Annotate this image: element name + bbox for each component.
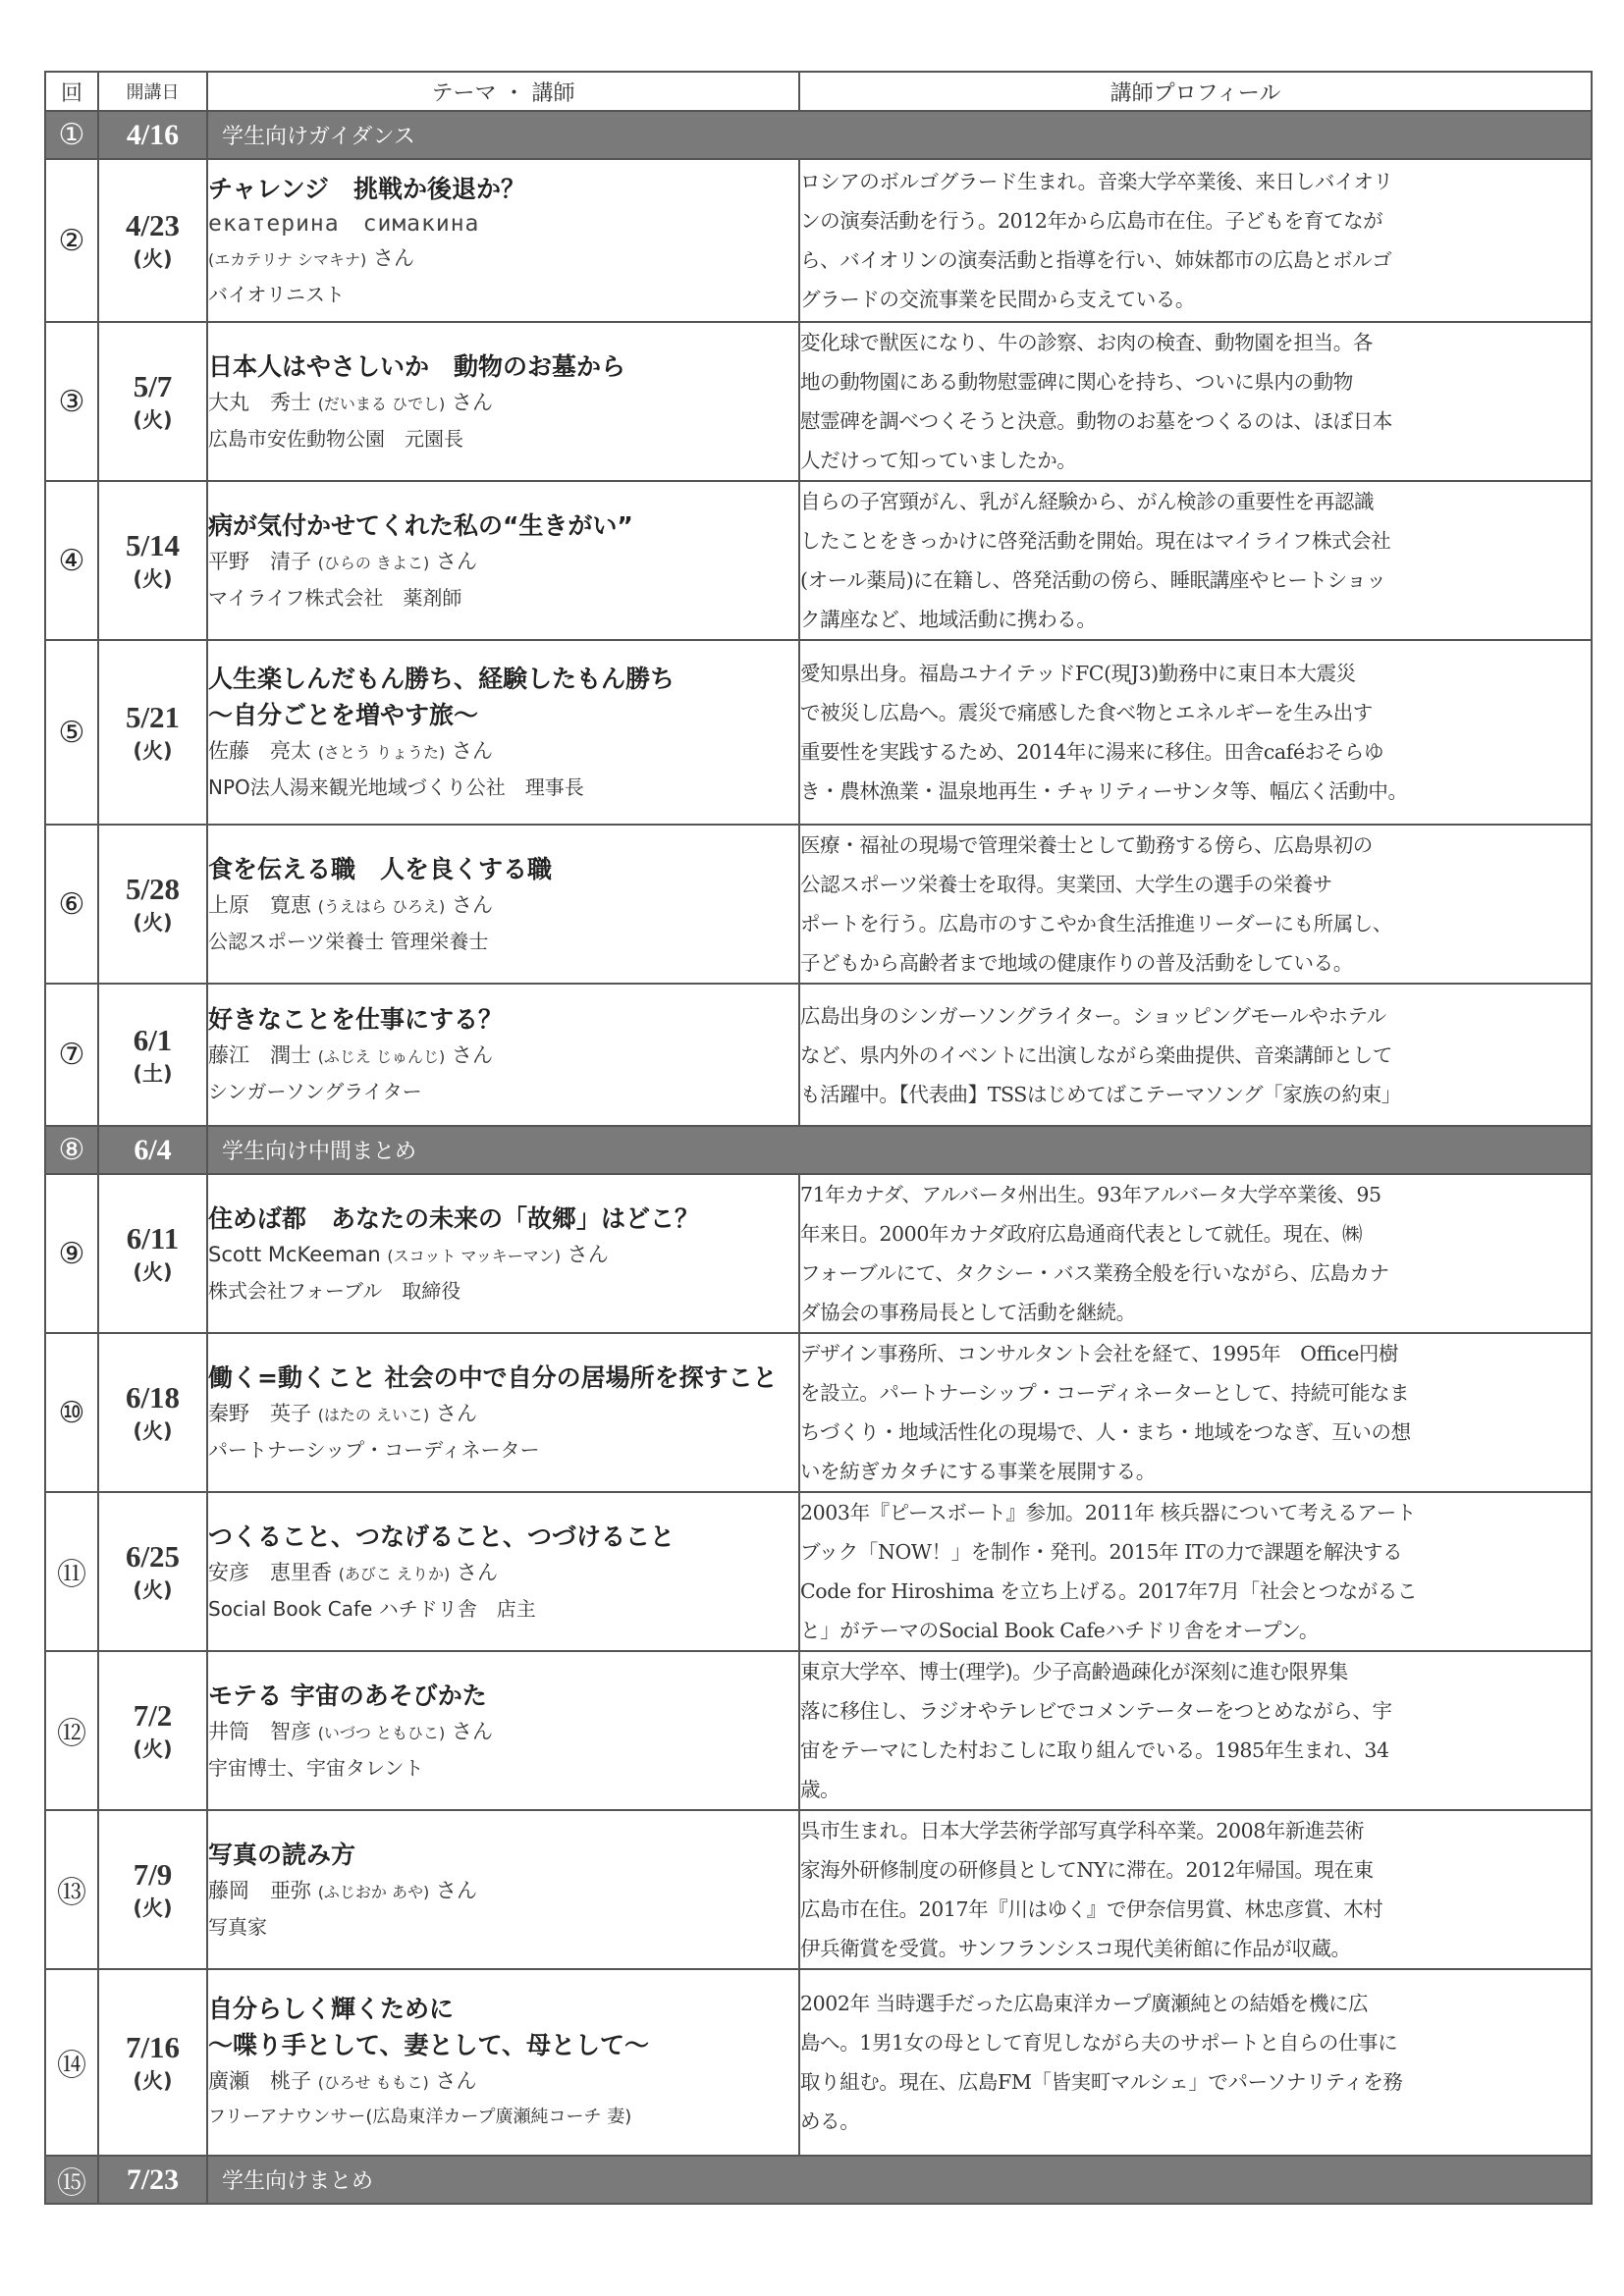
honorific: さん bbox=[451, 1043, 493, 1067]
header-date: 開講日 bbox=[98, 72, 207, 111]
lecturer-name-original: екатерина симакина bbox=[208, 210, 480, 237]
profile-line: 取り組む。現在、広島FM「皆実町マルシェ」でパーソナリティを務 bbox=[800, 2070, 1403, 2094]
profile-line: 歳。 bbox=[800, 1778, 840, 1801]
profile-line: ンの演奏活動を行う。2012年から広島市在住。子どもを育てなが bbox=[800, 209, 1383, 233]
lecture-title: 人生楽しんだもん勝ち、経験したもん勝ち bbox=[208, 665, 676, 693]
header-profile: 講師プロフィール bbox=[799, 72, 1592, 111]
session-number: ⑤ bbox=[45, 640, 98, 825]
profile-line: 家海外研修制度の研修員としてNYに滞在。2012年帰国。現在東 bbox=[800, 1858, 1374, 1882]
profile-line: フォーブルにて、タクシー・バス業務全般を行いながら、広島カナ bbox=[800, 1261, 1389, 1285]
lecturer-name-line bbox=[208, 544, 798, 581]
honorific: さん bbox=[451, 1719, 493, 1743]
lecturer-name: 安彦 恵里香 bbox=[208, 1560, 332, 1584]
session-date-cell bbox=[98, 825, 207, 984]
lecturer-affiliation: Social Book Cafe ハチドリ舎 店主 bbox=[208, 1596, 536, 1621]
session-date: 5/14 bbox=[125, 528, 181, 562]
profile-line: (オール薬局)に在籍し、啓発活動の傍ら、睡眠講座やヒートショッ bbox=[800, 568, 1386, 592]
profile-line: したことをきっかけに啓発活動を開始。現在はマイライフ株式会社 bbox=[800, 529, 1391, 553]
profile-line: 71年カナダ、アルバータ州出生。93年アルバータ大学卒業後、95 bbox=[800, 1183, 1381, 1206]
lecturer-affiliation: 広島市安佐動物公園 元園長 bbox=[208, 426, 463, 451]
profile-line: 人だけって知っていましたか。 bbox=[800, 449, 1077, 472]
theme-lecturer-cell bbox=[207, 1492, 799, 1651]
profile-line: ダ協会の事務局長として活動を継続。 bbox=[800, 1301, 1136, 1324]
summary-row bbox=[45, 111, 1592, 159]
lecturer-affiliation: フリーアナウンサー(広島東洋カープ廣瀬純コーチ 妻) bbox=[208, 2107, 632, 2127]
session-number: ⑮ bbox=[45, 2156, 98, 2204]
profile-line: 医療・福祉の現場で管理栄養士として勤務する傍ら、広島県初の bbox=[800, 833, 1373, 857]
lecturer-name: 井筒 智彦 bbox=[208, 1719, 311, 1743]
lecturer-affiliation: 株式会社フォーブル 取締役 bbox=[208, 1278, 461, 1303]
lecturer-name-reading: (ひろせ ももこ) bbox=[317, 2073, 429, 2092]
session-weekday: (火) bbox=[133, 567, 173, 591]
lecture-title: つくること、つなげること、つづけること bbox=[208, 1522, 676, 1551]
session-weekday: (火) bbox=[133, 1419, 173, 1443]
table-header-row bbox=[45, 72, 1592, 111]
session-number: ② bbox=[45, 159, 98, 322]
lecture-row bbox=[45, 481, 1592, 640]
lecturer-profile-cell bbox=[799, 481, 1592, 640]
profile-line: 東京大学卒、博士(理学)。少子高齢過疎化が深刻に進む限界集 bbox=[800, 1660, 1348, 1683]
honorific: さん bbox=[435, 1878, 477, 1902]
lecturer-name: 藤岡 亜弥 bbox=[208, 1878, 311, 1902]
lecturer-affiliation: マイライフ株式会社 薬剤師 bbox=[208, 585, 462, 610]
profile-line: 伊兵衛賞を受賞。サンフランシスコ現代美術館に作品が収蔵。 bbox=[800, 1937, 1351, 1960]
lecturer-profile-cell bbox=[799, 1969, 1592, 2156]
profile-line: 年来日。2000年カナダ政府広島通商代表として就任。現在、㈱ bbox=[800, 1222, 1363, 1246]
session-date: 5/7 bbox=[133, 369, 173, 403]
session-weekday: (火) bbox=[133, 2069, 173, 2093]
session-weekday: (火) bbox=[133, 1260, 173, 1284]
theme-lecturer-cell bbox=[207, 640, 799, 825]
session-date: 4/23 bbox=[125, 208, 181, 242]
lecturer-name-reading: (ふじおか あや) bbox=[317, 1882, 430, 1901]
session-number: ⑦ bbox=[45, 984, 98, 1126]
lecturer-profile-cell bbox=[799, 1333, 1592, 1492]
lecture-row bbox=[45, 1492, 1592, 1651]
lecturer-affiliation: シンガーソングライター bbox=[208, 1080, 422, 1103]
session-title: 学生向けガイダンス bbox=[207, 111, 1592, 159]
session-date-cell bbox=[98, 1651, 207, 1810]
lecturer-profile-cell bbox=[799, 322, 1592, 481]
honorific: さん bbox=[451, 739, 493, 763]
profile-line: を設立。パートナーシップ・コーディネーターとして、持続可能なま bbox=[800, 1381, 1410, 1405]
lecturer-name-line bbox=[208, 1038, 798, 1075]
lecturer-name: 佐藤 亮太 bbox=[208, 739, 311, 763]
lecturer-name-reading: (スコット マッキーマン) bbox=[387, 1246, 562, 1265]
session-weekday: (火) bbox=[133, 408, 173, 432]
theme-lecturer-cell bbox=[207, 159, 799, 322]
honorific: さん bbox=[567, 1242, 609, 1266]
lecturer-affiliation: NPO法人湯来観光地域づくり公社 理事長 bbox=[208, 775, 584, 799]
lecture-row bbox=[45, 1969, 1592, 2156]
session-date: 6/1 bbox=[133, 1022, 173, 1057]
profile-line: 島へ。1男1女の母として育児しながら夫のサポートと自らの仕事に bbox=[800, 2031, 1398, 2055]
lecture-title: 病が気付かせてくれた私の“生きがい” bbox=[208, 510, 633, 540]
lecturer-name-line bbox=[208, 2063, 798, 2101]
session-date-cell bbox=[98, 1810, 207, 1969]
theme-lecturer-cell bbox=[207, 825, 799, 984]
lecturer-name-reading: (はたの えいこ) bbox=[317, 1405, 430, 1424]
lecture-row bbox=[45, 1651, 1592, 1810]
profile-line: 広島市在住。2017年『川はゆく』で伊奈信男賞、林忠彦賞、木村 bbox=[800, 1897, 1383, 1921]
profile-line: 2002年 当時選手だった広島東洋カープ廣瀬純との結婚を機に広 bbox=[800, 1992, 1369, 2015]
profile-line: で被災し広島へ。震災で痛感した食べ物とエネルギーを生み出す bbox=[800, 701, 1373, 724]
profile-line: ポートを行う。広島市のすこやか食生活推進リーダーにも所属し、 bbox=[800, 912, 1392, 935]
theme-lecturer-cell bbox=[207, 984, 799, 1126]
lecturer-affiliation: 宇宙博士、宇宙タレント bbox=[208, 1755, 424, 1780]
session-date-cell bbox=[98, 481, 207, 640]
profile-line: き・農林漁業・温泉地再生・チャリティーサンタ等、幅広く活動中。 bbox=[800, 779, 1408, 803]
lecture-title: 働く=動くこと 社会の中で自分の居場所を探すこと bbox=[208, 1362, 778, 1392]
lecturer-profile-cell bbox=[799, 1174, 1592, 1333]
lecture-row bbox=[45, 1810, 1592, 1969]
session-title: 学生向け中間まとめ bbox=[207, 1126, 1592, 1174]
lecturer-profile-cell bbox=[799, 1810, 1592, 1969]
lecture-title: 住めば都 あなたの未来の「故郷」はどこ？ bbox=[208, 1203, 700, 1233]
session-number: ⑥ bbox=[45, 825, 98, 984]
profile-line: 広島出身のシンガーソングライター。ショッピングモールやホテル bbox=[800, 1003, 1386, 1028]
lecturer-name-line bbox=[208, 887, 798, 925]
lecturer-name: 藤江 潤士 bbox=[208, 1043, 311, 1067]
profile-line: 慰霊碑を調べつくそうと決意。動物のお墓をつくるのは、ほぼ日本 bbox=[800, 409, 1392, 433]
lecture-title: 自分らしく輝くために bbox=[208, 1995, 455, 2023]
lecturer-name: 廣瀬 桃子 bbox=[208, 2069, 311, 2093]
session-number: ⑬ bbox=[45, 1810, 98, 1969]
lecturer-name-reading: (うえはら ひろえ) bbox=[317, 896, 446, 916]
session-date: 6/25 bbox=[125, 1539, 181, 1574]
session-number: ⑧ bbox=[45, 1126, 98, 1174]
session-date: 7/9 bbox=[133, 1857, 173, 1892]
lecturer-affiliation: パートナーシップ・コーディネーター bbox=[208, 1437, 540, 1462]
profile-line: 2003年『ピースボート』参加。2011年 核兵器について考えるアート bbox=[800, 1501, 1416, 1524]
session-weekday: (土) bbox=[133, 1061, 173, 1086]
lecturer-profile-cell bbox=[799, 1651, 1592, 1810]
session-weekday: (火) bbox=[133, 247, 173, 271]
lecturer-profile-cell bbox=[799, 640, 1592, 825]
lecturer-name-line bbox=[208, 240, 798, 278]
session-title: 学生向けまとめ bbox=[207, 2156, 1592, 2204]
lecturer-name-line bbox=[208, 1714, 798, 1751]
profile-line: 変化球で獣医になり、牛の診察、お肉の検査、動物園を担当。各 bbox=[800, 331, 1373, 354]
session-date: 7/2 bbox=[133, 1698, 173, 1733]
profile-line: Code for Hiroshima を立ち上げる。2017年7月「社会とつながるこ bbox=[800, 1579, 1418, 1603]
session-number: ① bbox=[45, 111, 98, 159]
session-number: ⑩ bbox=[45, 1333, 98, 1492]
theme-lecturer-cell bbox=[207, 1174, 799, 1333]
lecture-title: 食を伝える職 人を良くする職 bbox=[208, 854, 553, 883]
lecturer-profile-cell bbox=[799, 1492, 1592, 1651]
honorific: さん bbox=[451, 390, 493, 414]
profile-line: 重要性を実践するため、2014年に湯来に移住。田舎caféおそらゆ bbox=[800, 740, 1384, 764]
lecture-title: 写真の読み方 bbox=[208, 1840, 356, 1869]
session-number: ③ bbox=[45, 322, 98, 481]
theme-lecturer-cell bbox=[207, 1810, 799, 1969]
profile-line: ら、バイオリンの演奏活動と指導を行い、姉妹都市の広島とボルゴ bbox=[800, 248, 1392, 272]
theme-lecturer-cell bbox=[207, 1651, 799, 1810]
session-number: ⑨ bbox=[45, 1174, 98, 1333]
lecturer-name: 秦野 英子 bbox=[208, 1401, 311, 1425]
profile-line: 子どもから高齢者まで地域の健康作りの普及活動をしている。 bbox=[800, 951, 1353, 975]
lecturer-name: Scott McKeeman bbox=[208, 1242, 381, 1266]
lecturer-name-line bbox=[208, 385, 798, 422]
lecturer-name: 平野 清子 bbox=[208, 549, 311, 573]
lecturer-name-reading: (さとう りょうた) bbox=[317, 743, 446, 762]
lecture-row bbox=[45, 1174, 1592, 1333]
lecturer-name-line bbox=[208, 1237, 798, 1274]
honorific: さん bbox=[435, 1401, 477, 1425]
lecturer-affiliation: バイオリニスト bbox=[208, 282, 345, 306]
profile-line: と」がテーマのSocial Book Cafeハチドリ舎をオープン。 bbox=[800, 1619, 1319, 1642]
honorific: さん bbox=[435, 2069, 477, 2093]
session-weekday: (火) bbox=[133, 1896, 173, 1920]
lecture-row bbox=[45, 1333, 1592, 1492]
session-number: ⑭ bbox=[45, 1969, 98, 2156]
lecturer-affiliation: 公認スポーツ栄養士 管理栄養士 bbox=[208, 929, 489, 953]
lecture-title: ～自分ごとを増やす旅～ bbox=[208, 701, 479, 729]
header-theme: テーマ ・ 講師 bbox=[207, 72, 799, 111]
session-date-cell bbox=[98, 1969, 207, 2156]
session-weekday: (火) bbox=[133, 739, 173, 763]
lecture-row bbox=[45, 322, 1592, 481]
session-date: 4/16 bbox=[98, 111, 207, 159]
lecturer-profile-cell bbox=[799, 984, 1592, 1126]
honorific: さん bbox=[456, 1560, 498, 1584]
honorific: さん bbox=[372, 245, 414, 270]
honorific: さん bbox=[451, 892, 493, 917]
session-weekday: (火) bbox=[133, 1578, 173, 1602]
header-no: 回 bbox=[45, 72, 98, 111]
profile-line: ちづくり・地域活性化の現場で、人・まち・地域をつなぎ、互いの想 bbox=[800, 1420, 1411, 1444]
profile-line: 宙をテーマにした村おこしに取り組んでいる。1985年生まれ、34 bbox=[800, 1738, 1389, 1762]
lecture-title: ～喋り手として、妻として、母として～ bbox=[208, 2031, 650, 2059]
profile-line: いを紡ぎカタチにする事業を展開する。 bbox=[800, 1460, 1156, 1483]
honorific: さん bbox=[435, 549, 477, 573]
session-date-cell bbox=[98, 984, 207, 1126]
profile-line: 落に移住し、ラジオやテレビでコメンテーターをつとめながら、宇 bbox=[800, 1699, 1392, 1723]
theme-lecturer-cell bbox=[207, 322, 799, 481]
lecture-row bbox=[45, 159, 1592, 322]
lecturer-name-line bbox=[208, 1396, 798, 1433]
session-date-cell bbox=[98, 640, 207, 825]
session-date: 6/11 bbox=[126, 1221, 180, 1255]
profile-line: デザイン事務所、コンサルタント会社を経て、1995年 Office円樹 bbox=[800, 1342, 1399, 1365]
lecturer-name: 上原 寛恵 bbox=[208, 892, 311, 917]
profile-line: 呉市生まれ。日本大学芸術学部写真学科卒業。2008年新進芸術 bbox=[800, 1819, 1365, 1842]
session-date-cell bbox=[98, 322, 207, 481]
lecturer-name-reading: (だいまる ひでし) bbox=[317, 394, 446, 413]
profile-line: 自らの子宮頸がん、乳がん経験から、がん検診の重要性を再認識 bbox=[800, 490, 1375, 513]
lecture-title: 日本人はやさしいか 動物のお墓から bbox=[208, 351, 626, 381]
lecture-row bbox=[45, 984, 1592, 1126]
lecture-schedule-table bbox=[44, 71, 1593, 2205]
session-date: 7/23 bbox=[98, 2156, 207, 2204]
lecturer-name-reading: (ふじえ じゅんじ) bbox=[317, 1047, 446, 1066]
profile-line: 愛知県出身。福島ユナイテッドFC(現J3)勤務中に東日本大震災 bbox=[800, 662, 1356, 685]
profile-line: ブック「NOW！」を制作・発刊。2015年 ITの力で課題を解決する bbox=[800, 1540, 1403, 1564]
theme-lecturer-cell bbox=[207, 1333, 799, 1492]
lecturer-name-reading: (ひらの きよこ) bbox=[317, 553, 430, 572]
session-number: ⑫ bbox=[45, 1651, 98, 1810]
session-date: 5/21 bbox=[125, 700, 181, 734]
session-date: 6/18 bbox=[125, 1380, 181, 1415]
profile-line: など、県内外のイベントに出演しながら楽曲提供、音楽講師として bbox=[800, 1042, 1392, 1067]
theme-lecturer-cell bbox=[207, 481, 799, 640]
profile-line: も活躍中。【代表曲】TSSはじめてばこテーマソング「家族の約束」 bbox=[800, 1082, 1401, 1106]
profile-line: 地の動物園にある動物慰霊碑に関心を持ち、ついに県内の動物 bbox=[800, 370, 1353, 394]
summary-row bbox=[45, 2156, 1592, 2204]
session-weekday: (火) bbox=[133, 911, 173, 934]
lecturer-affiliation: 写真家 bbox=[208, 1914, 267, 1939]
theme-lecturer-cell bbox=[207, 1969, 799, 2156]
session-date-cell bbox=[98, 1333, 207, 1492]
lecturer-profile-cell bbox=[799, 159, 1592, 322]
session-date-cell bbox=[98, 159, 207, 322]
lecturer-name-line bbox=[208, 1873, 798, 1910]
session-date: 6/4 bbox=[98, 1126, 207, 1174]
profile-line: グラードの交流事業を民間から支えている。 bbox=[800, 288, 1195, 311]
lecturer-name: 大丸 秀士 bbox=[208, 390, 311, 414]
session-date-cell bbox=[98, 1492, 207, 1651]
lecture-title: 好きなことを仕事にする？ bbox=[208, 1005, 504, 1034]
session-weekday: (火) bbox=[133, 1737, 173, 1761]
lecture-row bbox=[45, 640, 1592, 825]
lecturer-name-reading: (いづつ ともひこ) bbox=[317, 1723, 446, 1742]
lecture-row bbox=[45, 825, 1592, 984]
session-date: 5/28 bbox=[125, 872, 181, 906]
lecturer-name-reading: (あびこ えりか) bbox=[338, 1564, 451, 1583]
lecturer-profile-cell bbox=[799, 825, 1592, 984]
lecture-title: チャレンジ 挑戦か後退か？ bbox=[208, 174, 526, 203]
session-date: 7/16 bbox=[125, 2030, 181, 2064]
lecturer-name-line bbox=[208, 733, 798, 771]
lecturer-name-reading: (エカテリナ シマキナ) bbox=[208, 249, 367, 269]
profile-line: ク講座など、地域活動に携わる。 bbox=[800, 608, 1097, 631]
summary-row bbox=[45, 1126, 1592, 1174]
lecture-title: モテる 宇宙のあそびかた bbox=[208, 1681, 487, 1710]
profile-line: める。 bbox=[800, 2109, 860, 2133]
lecturer-name-line bbox=[208, 1555, 798, 1592]
profile-line: 公認スポーツ栄養士を取得。実業団、大学生の選手の栄養サ bbox=[800, 873, 1332, 896]
session-number: ④ bbox=[45, 481, 98, 640]
session-date-cell bbox=[98, 1174, 207, 1333]
session-number: ⑪ bbox=[45, 1492, 98, 1651]
profile-line: ロシアのボルゴグラード生まれ。音楽大学卒業後、来日しバイオリ bbox=[800, 170, 1393, 193]
